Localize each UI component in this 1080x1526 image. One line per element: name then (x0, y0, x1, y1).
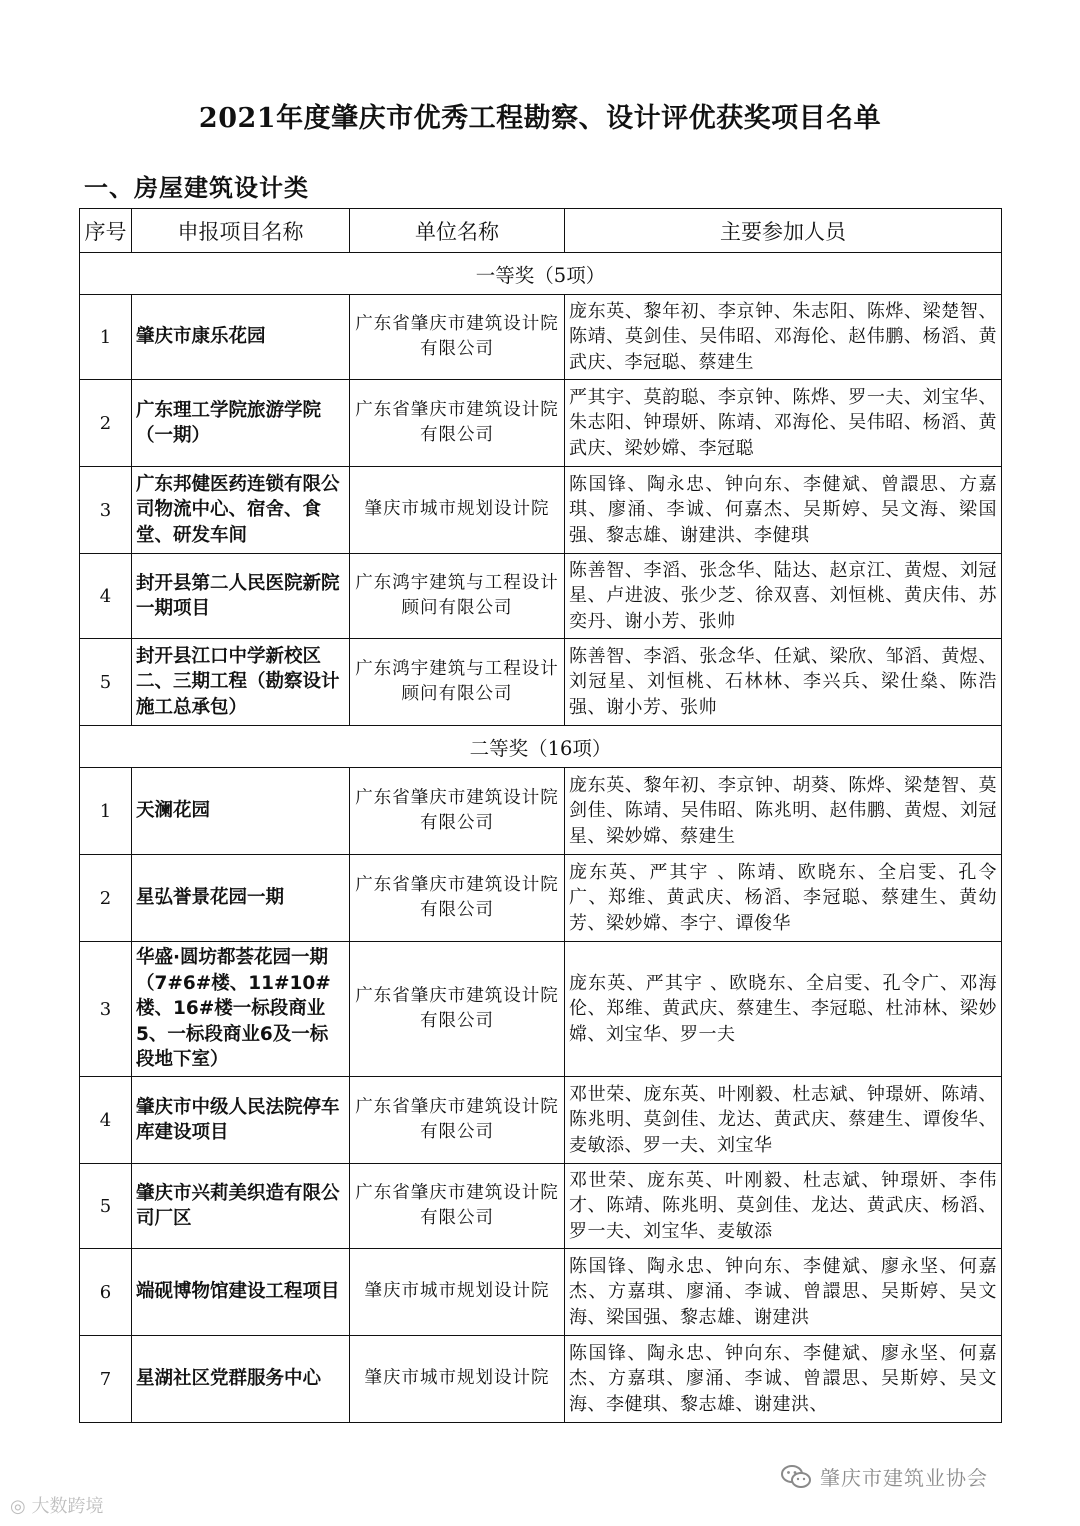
table-row (80, 1336, 1002, 1423)
unit-name: 广东省肇庆市建筑设计院有限公司 (350, 295, 565, 380)
row-index: 3 (80, 467, 132, 554)
unit-name: 广东省肇庆市建筑设计院有限公司 (350, 768, 565, 855)
header-unit-name: 单位名称 (350, 209, 565, 253)
row-index: 7 (80, 1336, 132, 1423)
project-name: 广东理工学院旅游学院（一期） (132, 380, 350, 467)
watermark-left (10, 1492, 103, 1518)
unit-name: 广东鸿宇建筑与工程设计顾问有限公司 (350, 639, 565, 726)
award-table (79, 208, 1002, 1423)
participants: 陈国锋、陶永忠、钟向东、李健斌、曾譞思、方嘉琪、廖涌、李诚、何嘉杰、吴斯婷、吴文海、梁国强、黎志雄、谢建洪、李健琪 (565, 467, 1002, 554)
page-title: 2021年度肇庆市优秀工程勘察、设计评优获奖项目名单 (198, 103, 882, 134)
project-name: 封开县江口中学新校区二、三期工程（勘察设计施工总承包） (132, 639, 350, 726)
table-row (80, 1164, 1002, 1249)
project-name: 端砚博物馆建设工程项目 (132, 1249, 350, 1336)
participants: 庞东英、严其宇 、陈靖、欧晓东、全启雯、孔令广、郑维、黄武庆、杨滔、李冠聪、蔡建生、黄幼芳、梁妙嫦、李宁、谭俊华 (565, 855, 1002, 942)
unit-name: 肇庆市城市规划设计院 (350, 1249, 565, 1336)
second-prize-row (80, 726, 1002, 768)
participants: 严其宇、莫韵聪、李京钟、陈烨、罗一夫、刘宝华、朱志阳、钟璟妍、陈靖、邓海伦、吴伟昭、杨滔、黄武庆、梁妙嫦、李冠聪 (565, 380, 1002, 467)
header-project-name: 申报项目名称 (132, 209, 350, 253)
participants: 庞东英、严其宇 、欧晓东、全启雯、孔令广、邓海伦、郑维、黄武庆、蔡建生、李冠聪、杜沛林、梁妙嫦、刘宝华、罗一夫 (565, 942, 1002, 1077)
row-index: 5 (80, 1164, 132, 1249)
first-prize-label: 一等奖（5项） (80, 253, 1002, 295)
row-index: 2 (80, 380, 132, 467)
participants: 庞东英、黎年初、李京钟、朱志阳、陈烨、梁楚智、陈靖、莫剑佳、吴伟昭、邓海伦、赵伟鹏、杨滔、黄武庆、李冠聪、蔡建生 (565, 295, 1002, 380)
watermark-right (780, 1462, 988, 1491)
unit-name: 广东省肇庆市建筑设计院有限公司 (350, 380, 565, 467)
table-row (80, 380, 1002, 467)
project-name: 华盛·圆坊都荟花园一期（7#6#楼、11#10#楼、16#楼一标段商业5、一标段商业6及一标段地下室） (132, 942, 350, 1077)
project-name: 肇庆市康乐花园 (132, 295, 350, 380)
unit-name: 广东省肇庆市建筑设计院有限公司 (350, 855, 565, 942)
second-prize-label: 二等奖（16项） (80, 726, 1002, 768)
unit-name: 广东省肇庆市建筑设计院有限公司 (350, 1077, 565, 1164)
watermark-right-text: 肇庆市建筑业协会 (820, 1466, 988, 1490)
table-header-row (80, 209, 1002, 253)
header-participants: 主要参加人员 (565, 209, 1002, 253)
section-heading: 一、房屋建筑设计类 (84, 173, 309, 202)
participants: 邓世荣、庞东英、叶刚毅、杜志斌、钟璟妍、陈靖、陈兆明、莫剑佳、龙达、黄武庆、蔡建生、谭俊华、麦敏添、罗一夫、刘宝华 (565, 1077, 1002, 1164)
project-name: 星湖社区党群服务中心 (132, 1336, 350, 1423)
participants: 陈善智、李滔、张念华、陆达、赵京江、黄煜、刘冠星、卢进波、张少芝、徐双喜、刘恒桃、黄庆伟、苏奕丹、谢小芳、张帅 (565, 554, 1002, 639)
table-row (80, 768, 1002, 855)
unit-name: 广东鸿宇建筑与工程设计顾问有限公司 (350, 554, 565, 639)
table-row (80, 467, 1002, 554)
watermark-left-text: 大数跨境 (31, 1496, 104, 1517)
participants: 陈善智、李滔、张念华、任斌、梁欣、邹滔、黄煜、刘冠星、刘恒桃、石林林、李兴兵、梁仕燊、陈浩强、谢小芳、张帅 (565, 639, 1002, 726)
unit-name: 广东省肇庆市建筑设计院有限公司 (350, 1164, 565, 1249)
participants: 邓世荣、庞东英、叶刚毅、杜志斌、钟璟妍、李伟才、陈靖、陈兆明、莫剑佳、龙达、黄武庆、杨滔、罗一夫、刘宝华、麦敏添 (565, 1164, 1002, 1249)
row-index: 4 (80, 1077, 132, 1164)
row-index: 4 (80, 554, 132, 639)
unit-name: 肇庆市城市规划设计院 (350, 467, 565, 554)
project-name: 肇庆市兴莉美织造有限公司厂区 (132, 1164, 350, 1249)
table-row (80, 1249, 1002, 1336)
project-name: 天澜花园 (132, 768, 350, 855)
row-index: 3 (80, 942, 132, 1077)
project-name: 广东邦健医药连锁有限公司物流中心、宿舍、食堂、研发车间 (132, 467, 350, 554)
unit-name: 肇庆市城市规划设计院 (350, 1336, 565, 1423)
table-row (80, 855, 1002, 942)
participants: 庞东英、黎年初、李京钟、胡葵、陈烨、梁楚智、莫剑佳、陈靖、吴伟昭、陈兆明、赵伟鹏、黄煜、刘冠星、梁妙嫦、蔡建生 (565, 768, 1002, 855)
first-prize-row (80, 253, 1002, 295)
row-index: 5 (80, 639, 132, 726)
row-index: 6 (80, 1249, 132, 1336)
participants: 陈国锋、陶永忠、钟向东、李健斌、廖永坚、何嘉杰、方嘉琪、廖涌、李诚、曾譞思、吴斯婷、吴文海、梁国强、黎志雄、谢建洪 (565, 1249, 1002, 1336)
table-row (80, 554, 1002, 639)
participants: 陈国锋、陶永忠、钟向东、李健斌、廖永坚、何嘉杰、方嘉琪、廖涌、李诚、曾譞思、吴斯婷、吴文海、李健琪、黎志雄、谢建洪、 (565, 1336, 1002, 1423)
table-row (80, 639, 1002, 726)
wechat-icon (780, 1464, 812, 1490)
project-name: 肇庆市中级人民法院停车库建设项目 (132, 1077, 350, 1164)
header-index: 序号 (80, 209, 132, 253)
row-index: 1 (80, 768, 132, 855)
table-row (80, 942, 1002, 1077)
project-name: 星弘誉景花园一期 (132, 855, 350, 942)
project-name: 封开县第二人民医院新院一期项目 (132, 554, 350, 639)
row-index: 2 (80, 855, 132, 942)
table-row (80, 1077, 1002, 1164)
row-index: 1 (80, 295, 132, 380)
watermark-logo-icon: ◎ (10, 1496, 26, 1517)
table-row (80, 295, 1002, 380)
unit-name: 广东省肇庆市建筑设计院有限公司 (350, 942, 565, 1077)
